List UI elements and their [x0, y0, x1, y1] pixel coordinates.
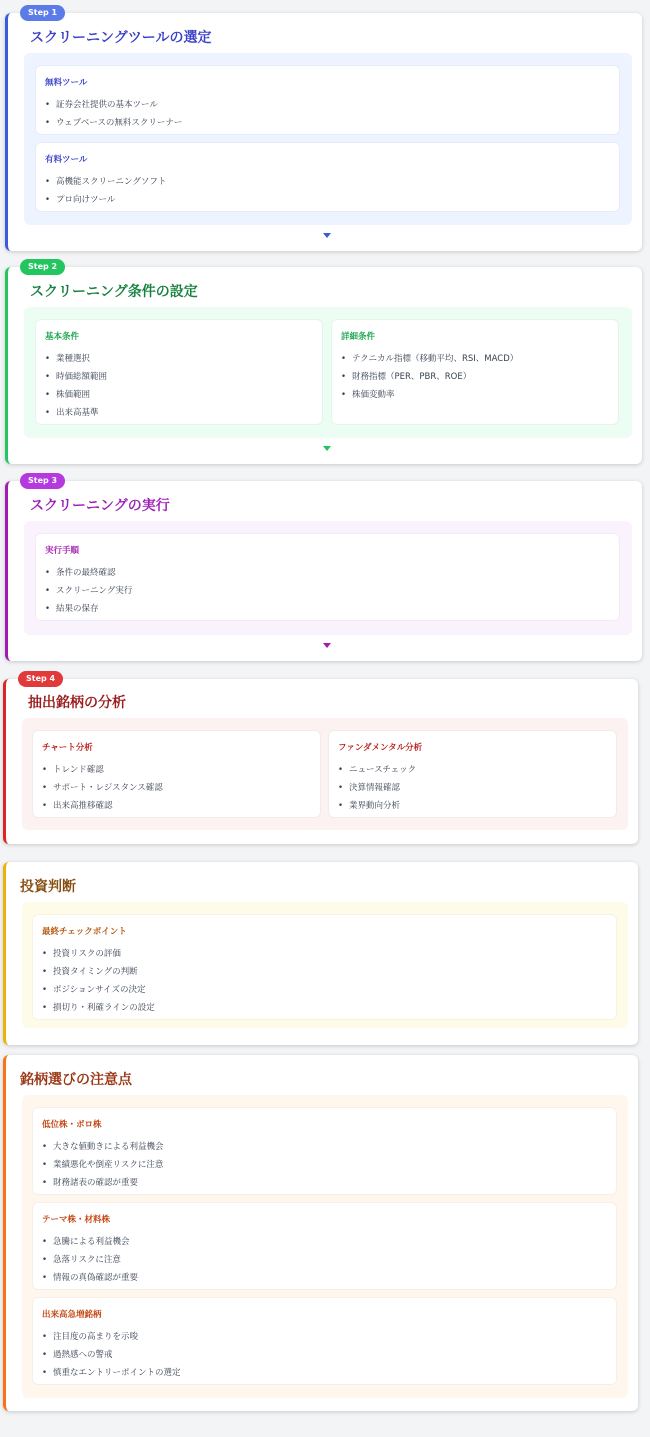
- content-box: [33, 1108, 616, 1194]
- item-list: [45, 96, 182, 132]
- list-item: • トレンド確認: [42, 761, 163, 779]
- step-2-card: [5, 262, 642, 464]
- item-list: [338, 761, 416, 815]
- step-3-card: [5, 476, 642, 661]
- box-heading: チャート分析: [42, 743, 93, 753]
- box-heading: 詳細条件: [341, 332, 376, 342]
- list-item: • 決算情報確認: [338, 779, 416, 797]
- list-item: • ポジションサイズの決定: [42, 981, 155, 999]
- item-list: [42, 1328, 181, 1382]
- step-1-card: [5, 8, 642, 251]
- item-list: [45, 564, 132, 618]
- down-arrow-icon: [323, 446, 331, 451]
- item-list: [42, 945, 155, 1017]
- section-title: 投資判断: [20, 879, 76, 895]
- list-item: • 高機能スクリーニングソフト: [45, 173, 166, 191]
- content-box: [33, 1203, 616, 1289]
- content-box: [33, 1298, 616, 1384]
- item-list: [341, 350, 518, 404]
- box-heading: 実行手順: [45, 546, 80, 556]
- list-item: • 業績悪化や倒産リスクに注意: [42, 1156, 164, 1174]
- list-item: • ウェブベースの無料スクリーナー: [45, 114, 182, 132]
- list-item: • 時価総額範囲: [45, 368, 107, 386]
- content-box: [329, 731, 616, 817]
- list-item: • 業界動向分析: [338, 797, 416, 815]
- box-heading: テーマ株・材料株: [42, 1215, 111, 1225]
- step-badge: Step 1: [20, 5, 65, 21]
- box-heading: 低位株・ボロ株: [42, 1120, 102, 1130]
- content-box: [332, 320, 618, 424]
- list-item: • 急騰による利益機会: [42, 1233, 138, 1251]
- list-item: • 情報の真偽確認が重要: [42, 1269, 138, 1287]
- step-title: 抽出銘柄の分析: [28, 695, 126, 711]
- list-item: • 急落リスクに注意: [42, 1251, 138, 1269]
- step-panel: [24, 521, 632, 635]
- list-item: • 証券会社提供の基本ツール: [45, 96, 182, 114]
- list-item: • 大きな値動きによる利益機会: [42, 1138, 164, 1156]
- list-item: • 投資タイミングの判断: [42, 963, 155, 981]
- content-box: [33, 915, 616, 1019]
- list-item: • 出来高基準: [45, 404, 107, 422]
- box-heading: 出来高急増銘柄: [42, 1310, 102, 1320]
- box-heading: 最終チェックポイント: [42, 927, 127, 937]
- step-panel: [22, 718, 628, 830]
- step-4-card: [3, 674, 638, 844]
- list-item: • サポート・レジスタンス確認: [42, 779, 163, 797]
- step-panel: [24, 53, 632, 225]
- step-title: スクリーニングツールの選定: [30, 30, 212, 46]
- list-item: • 注目度の高まりを示唆: [42, 1328, 181, 1346]
- judgment-card: [3, 862, 638, 1045]
- list-item: • テクニカル指標（移動平均、RSI、MACD）: [341, 350, 518, 368]
- list-item: • ニュースチェック: [338, 761, 416, 779]
- list-item: • 出来高推移確認: [42, 797, 163, 815]
- section-panel: [22, 902, 628, 1028]
- cautions-card: [3, 1055, 638, 1411]
- list-item: • 投資リスクの評価: [42, 945, 155, 963]
- list-item: • 株価範囲: [45, 386, 107, 404]
- list-item: • 条件の最終確認: [45, 564, 132, 582]
- content-box: [36, 66, 619, 134]
- list-item: • 過熱感への警戒: [42, 1346, 181, 1364]
- box-heading: ファンダメンタル分析: [338, 743, 423, 753]
- list-item: • 財務諸表の確認が重要: [42, 1174, 164, 1192]
- content-box: [36, 143, 619, 211]
- item-list: [42, 761, 163, 815]
- step-panel: [24, 307, 632, 438]
- list-item: • 損切り・利確ラインの設定: [42, 999, 155, 1017]
- list-item: • 慎重なエントリーポイントの選定: [42, 1364, 181, 1382]
- down-arrow-icon: [323, 233, 331, 238]
- content-box: [36, 534, 619, 620]
- step-title: スクリーニングの実行: [30, 498, 170, 514]
- content-box: [33, 731, 320, 817]
- step-badge: Step 3: [20, 473, 65, 489]
- down-arrow-icon: [323, 643, 331, 648]
- list-item: • プロ向けツール: [45, 191, 166, 209]
- item-list: [42, 1138, 164, 1192]
- item-list: [42, 1233, 138, 1287]
- list-item: • スクリーニング実行: [45, 582, 132, 600]
- box-heading: 基本条件: [45, 332, 80, 342]
- list-item: • 株価変動率: [341, 386, 518, 404]
- box-heading: 有料ツール: [45, 155, 88, 165]
- item-list: [45, 350, 107, 422]
- list-item: • 業種選択: [45, 350, 107, 368]
- box-heading: 無料ツール: [45, 78, 88, 88]
- list-item: • 結果の保存: [45, 600, 132, 618]
- section-title: 銘柄選びの注意点: [20, 1072, 132, 1088]
- content-box: [36, 320, 322, 424]
- step-title: スクリーニング条件の設定: [30, 284, 198, 300]
- item-list: [45, 173, 166, 209]
- step-badge: Step 2: [20, 259, 65, 275]
- list-item: • 財務指標（PER、PBR、ROE）: [341, 368, 518, 386]
- section-panel: [22, 1095, 628, 1398]
- step-badge: Step 4: [18, 671, 63, 687]
